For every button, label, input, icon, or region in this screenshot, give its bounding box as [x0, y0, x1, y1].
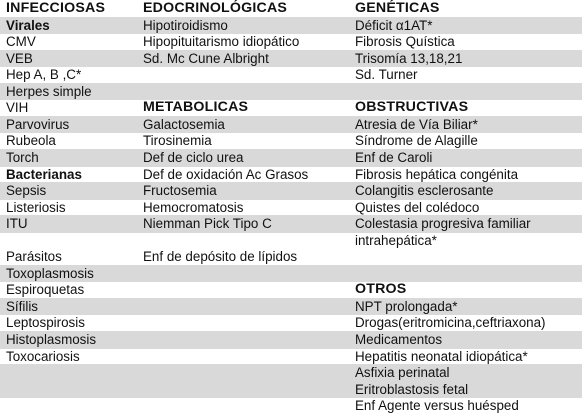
table-cell — [140, 331, 352, 349]
table-cell: Def de ciclo urea — [143, 149, 244, 165]
table-cell: Eritroblastosis fetal — [355, 381, 469, 397]
table-row — [0, 66, 582, 84]
column-heading: OBSTRUCTIVAS — [355, 99, 469, 116]
table-cell — [140, 298, 352, 316]
table-cell: Sd. Mc Cune Albright — [143, 50, 269, 66]
table-row — [0, 0, 582, 18]
table-row — [0, 364, 582, 382]
table-cell — [140, 232, 352, 250]
table-row — [0, 182, 582, 200]
table-cell: CMV — [6, 34, 36, 50]
group-label: Virales — [6, 17, 50, 33]
table-cell: Hipotiroidismo — [143, 17, 228, 33]
table-row — [0, 331, 582, 349]
table-row — [0, 33, 582, 51]
table-row — [0, 99, 582, 117]
table-row — [0, 314, 582, 332]
table-cell: Leptospirosis — [6, 315, 85, 331]
table-row — [0, 298, 582, 316]
table-cell — [0, 381, 140, 399]
table-cell: Medicamentos — [355, 332, 443, 347]
table-cell — [140, 364, 352, 382]
table-cell — [352, 83, 582, 101]
table-cell: Toxoplasmosis — [6, 265, 94, 281]
table-row — [0, 149, 582, 167]
table-cell: Déficit α1AT* — [355, 17, 433, 33]
table-cell: Sífilis — [6, 298, 38, 314]
table-cell: Torch — [6, 149, 39, 165]
table-cell: Enf de depósito de lípidos — [143, 249, 298, 265]
table-cell: Fructosemia — [143, 183, 217, 199]
column-heading: INFECCIOSAS — [6, 0, 106, 16]
table-cell: Sepsis — [6, 183, 47, 199]
table-cell: Niemman Pick Tipo C — [143, 216, 272, 232]
table-row — [0, 381, 582, 399]
table-cell: Hipopituitarismo idiopático — [143, 34, 300, 50]
table-cell — [0, 232, 140, 250]
table-row — [0, 397, 582, 415]
table-row — [0, 281, 582, 299]
table-cell: Fibrosis hepática congénita — [355, 166, 519, 182]
column-heading: OTROS — [355, 281, 407, 298]
table-cell: Síndrome de Alagille — [355, 133, 478, 149]
table-row — [0, 232, 582, 250]
table-row — [0, 215, 582, 233]
table-cell: Rubeola — [6, 133, 56, 149]
table-cell: Toxocariosis — [6, 348, 80, 364]
table-cell: Parvovirus — [6, 116, 70, 132]
table-cell: Colestasia progresiva familiar — [355, 216, 531, 232]
table-cell: Trisomía 13,18,21 — [355, 50, 463, 66]
table-cell — [0, 397, 140, 415]
table-cell: Atresia de Vía Biliar* — [355, 116, 478, 132]
table-cell: Enf de Caroli — [355, 149, 433, 165]
table-cell: Enf Agente versus huésped — [355, 398, 519, 414]
table-cell: ITU — [6, 216, 28, 232]
table-row — [0, 17, 582, 35]
table-row — [0, 50, 582, 68]
table-row — [0, 166, 582, 184]
table-cell — [140, 348, 352, 366]
table-row — [0, 132, 582, 150]
table-cell: Drogas(eritromicina,ceftriaxona) — [355, 315, 546, 331]
table-cell — [140, 314, 352, 332]
table-cell: Colangitis esclerosante — [355, 183, 494, 199]
table-cell: Def de oxidación Ac Grasos — [143, 166, 309, 182]
table-cell — [140, 83, 352, 101]
column-heading: GENÉTICAS — [355, 0, 440, 16]
table-cell — [140, 66, 352, 84]
table-cell: intrahepática* — [355, 232, 437, 248]
table-cell: Parásitos — [6, 249, 62, 265]
table-cell: VIH — [6, 100, 29, 116]
table-cell: Listeriosis — [6, 199, 66, 215]
table-cell — [352, 265, 582, 283]
column-heading: EDOCRINOLÓGICAS — [143, 0, 288, 16]
table-cell: Herpes simple — [6, 83, 92, 99]
column-heading: METABOLICAS — [143, 99, 249, 116]
table-cell — [0, 364, 140, 382]
table-cell: Hemocromatosis — [143, 199, 244, 215]
table-cell — [140, 381, 352, 399]
table-cell — [140, 265, 352, 283]
table-cell: VEB — [6, 50, 33, 66]
table-cell: Sd. Turner — [355, 67, 418, 83]
table-row — [0, 248, 582, 266]
table-row — [0, 265, 582, 283]
group-label: Bacterianas — [6, 166, 82, 182]
table-cell: Hepatitis neonatal idiopática* — [355, 348, 528, 364]
table-cell: Espiroquetas — [6, 282, 85, 298]
table-row — [0, 348, 582, 366]
table-cell — [140, 397, 352, 415]
table-cell — [352, 248, 582, 266]
table-cell: Galactosemia — [143, 116, 225, 132]
table-row — [0, 199, 582, 217]
table-cell — [140, 281, 352, 299]
table-cell: Asfixia perinatal — [355, 365, 450, 381]
table-row — [0, 83, 582, 101]
table-cell: Fibrosis Quística — [355, 34, 455, 50]
table-cell: Quistes del colédoco — [355, 199, 480, 215]
table-cell: Tirosinemia — [143, 133, 212, 149]
table-cell: Histoplasmosis — [6, 332, 97, 347]
table-row — [0, 116, 582, 134]
table-cell: Hep A, B ,C* — [6, 67, 82, 83]
table-cell: NPT prolongada* — [355, 298, 458, 314]
